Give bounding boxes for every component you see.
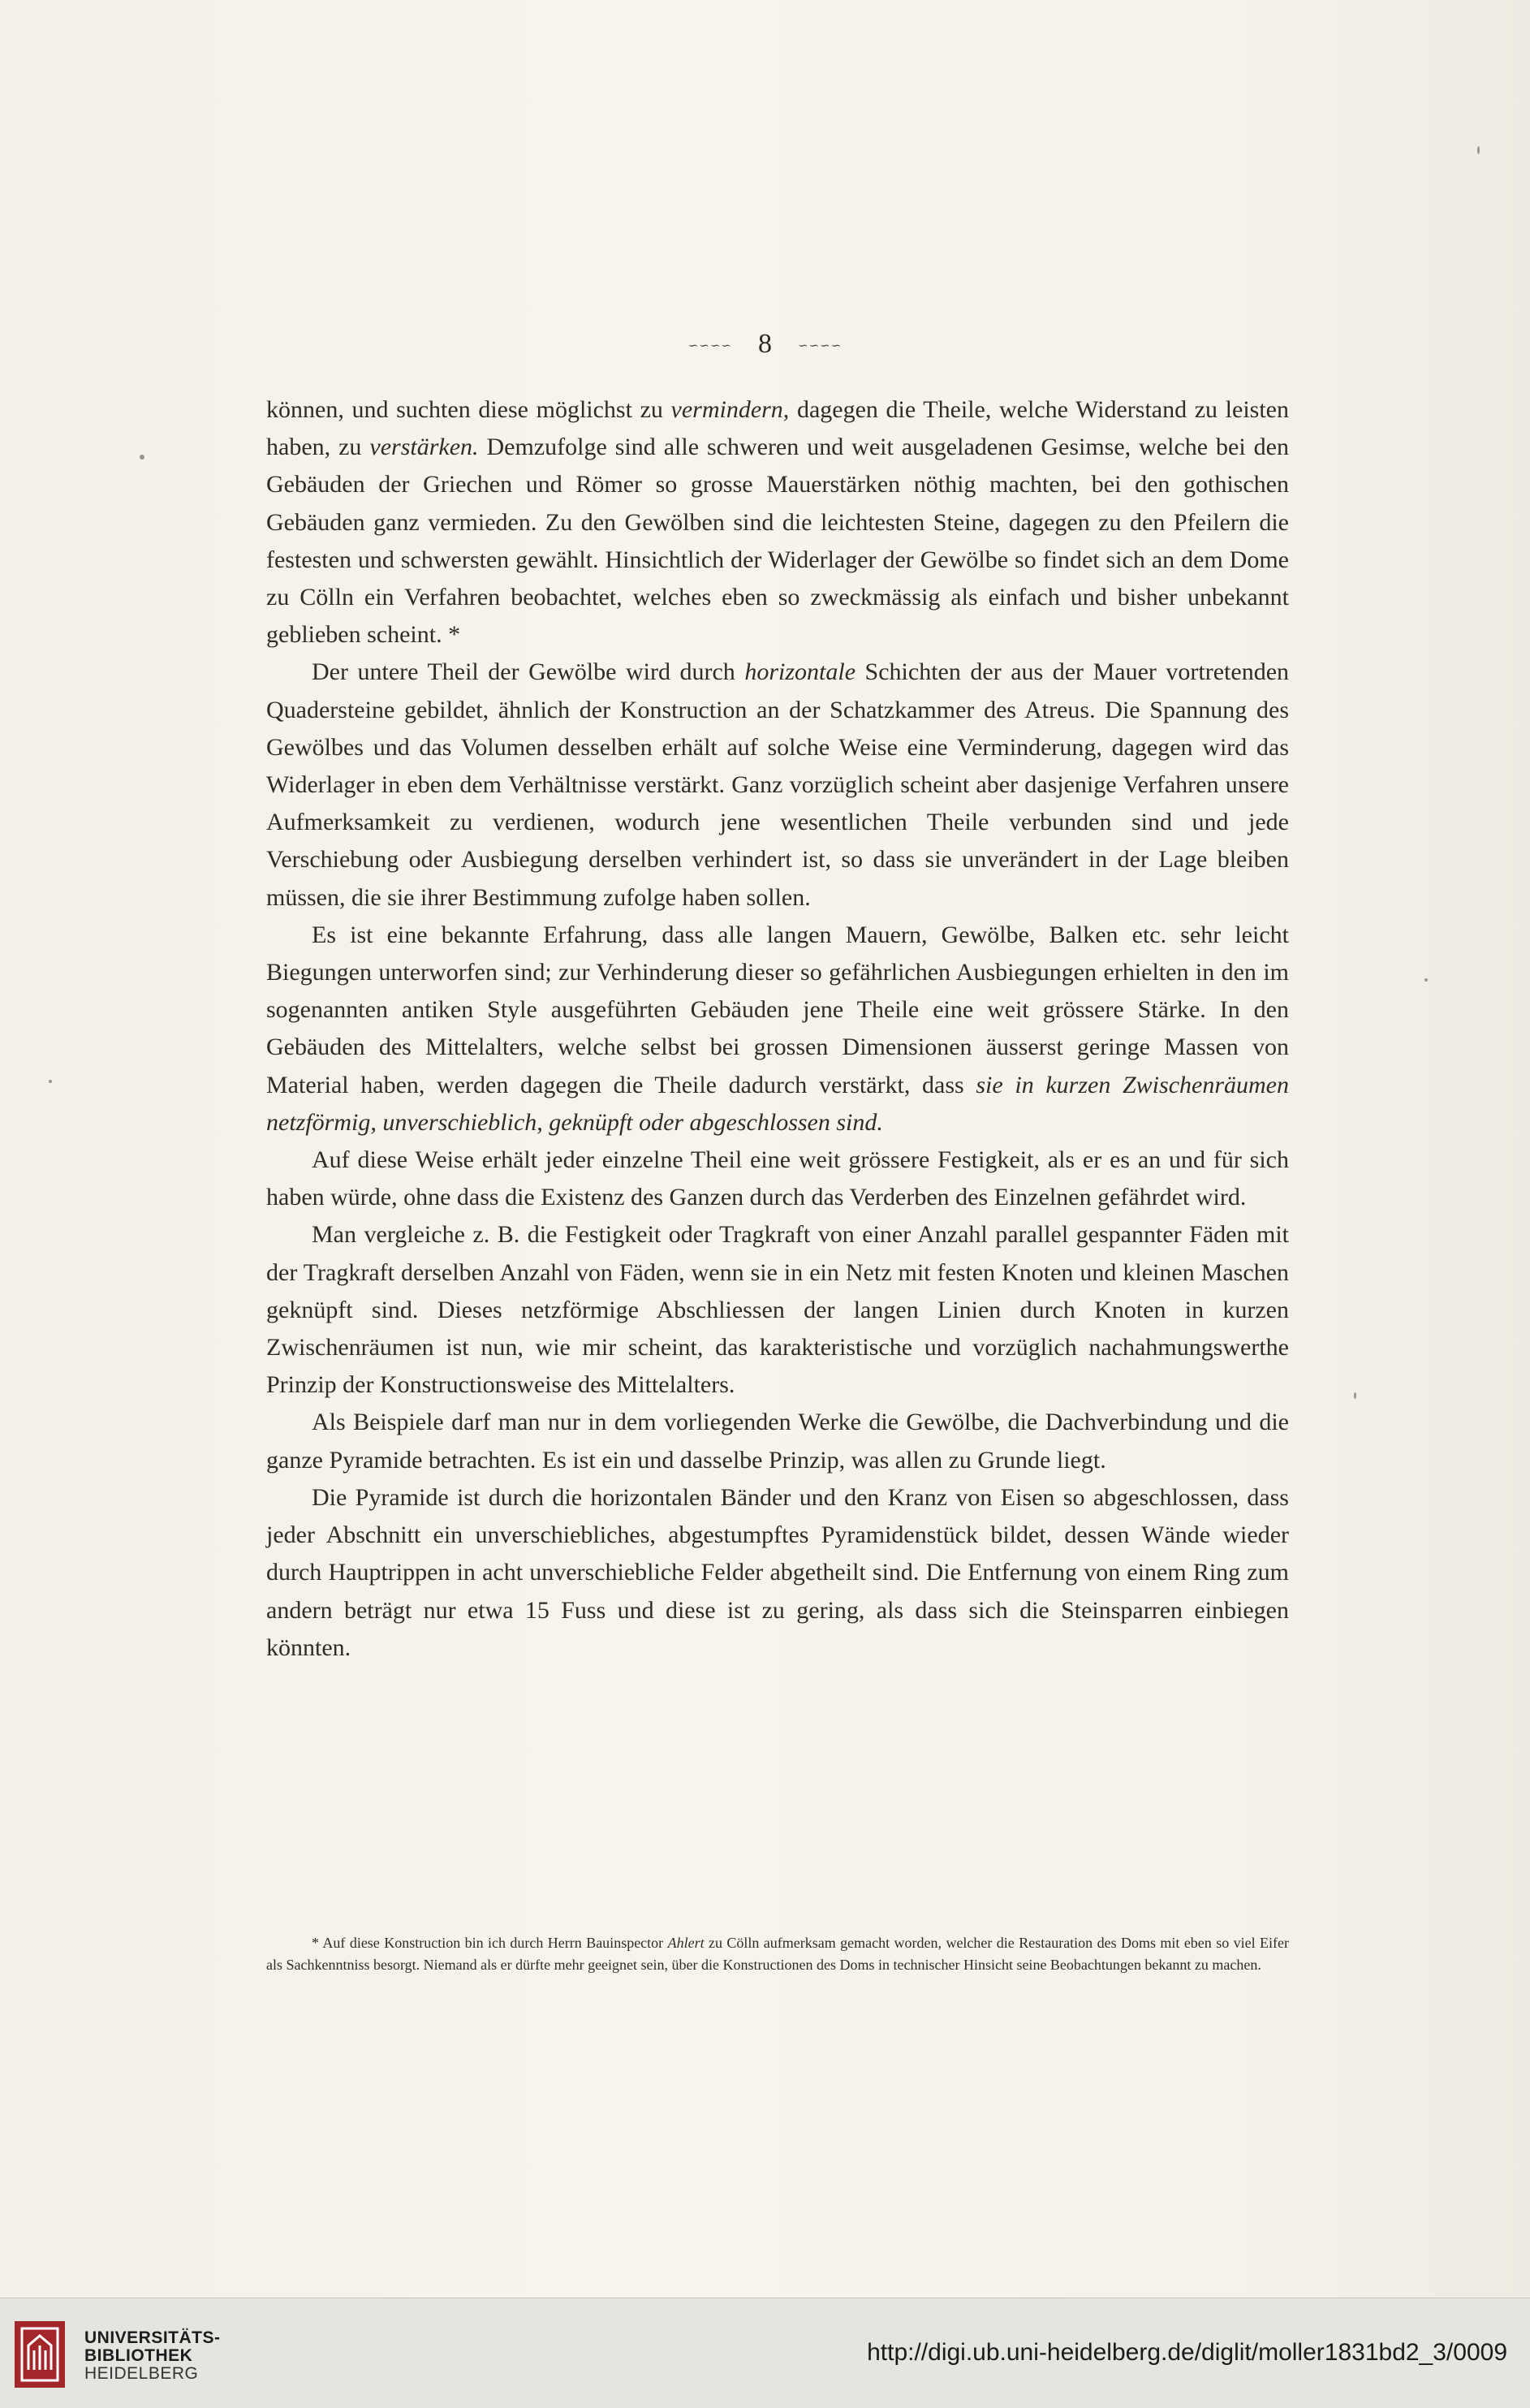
italic-phrase: vermindern,: [670, 396, 790, 423]
page-number: 8: [758, 329, 772, 359]
paragraph: Man vergleiche z. B. die Festigkeit oder Tragkraft von einer Anzahl parallel gespannter Fäden mit der Tragkraft derselben Anzahl von Fäden, wenn sie in ein Netz mit festen Knoten und kleinen Maschen geknüpft sind. Dieses netzförmige Abschliessen der langen Linien durch Knoten in kurzen Zwischenräumen ist nun, wie mir scheint, das karakteristische und vorzüglich nachahmungswerthe Prinzip der Konstructionsweise des Mittelalters.: [266, 1221, 1289, 1399]
paragraph: Der untere Theil der Gewölbe wird durch horizontale Schichten der aus der Mauer vortretenden Quadersteine gebildet, ähnlich der Konstruction an der Schatzkammer des Atreus. Die Spannung des Gewölbes und das Volumen desselben erhält auf solche Weise eine Verminderung, dagegen wird das Widerlager in eben dem Verhältnisse verstärkt. Ganz vorzüglich scheint aber dasjenige Verfahren unsere Aufmerksamkeit zu verdienen, wodurch jene wesentlichen Theile verbunden sind und jede Verschiebung oder Ausbiegung derselben verhindert ist, so dass sie unverändert in der Lage bleiben müssen, die sie ihrer Bestimmung zufolge haben sollen.: [266, 658, 1290, 911]
page-header: [0, 329, 1530, 360]
library-name: [84, 2329, 221, 2383]
ornament-left-icon: ∽∽∽∽: [687, 339, 732, 353]
paragraph: Als Beispiele darf man nur in dem vorliegenden Werke die Gewölbe, die Dachverbindung und die ganze Pyramide betrachten. Es ist ein und dasselbe Prinzip, was allen zu Grunde liegt.: [266, 1409, 1289, 1474]
library-footer: [0, 2298, 1530, 2408]
permalink-url[interactable]: http://digi.ub.uni-heidelberg.de/diglit/moller1831bd2_3/0009: [867, 2339, 1507, 2366]
library-name-line: BIBLIOTHEK: [84, 2346, 193, 2365]
paragraph: können, und suchten diese möglichst zu vermindern, dagegen die Theile, welche Widerstand zu leisten haben, zu verstärken. Demzufolge sind alle schweren und weit ausgeladenen Gesimse, welche bei den Gebäuden der Griechen und Römer so grosse Mauerstärken nöthig machten, bei den gothischen Gebäuden ganz vermieden. Zu den Gewölben sind die leichtesten Steine, dagegen zu den Pfeilern die festesten und schwersten gewählt. Hinsichtlich der Widerlager der Gewölbe so findet sich an dem Dome zu Cölln ein Verfahren beobachtet, welches eben so zweckmässig als einfach und bisher unbekannt geblieben scheint. *: [266, 396, 1289, 649]
paper-speck: [1424, 978, 1428, 982]
library-name-line: UNIVERSITÄTS-: [84, 2328, 221, 2347]
ornament-right-icon: ∽∽∽∽: [798, 339, 843, 353]
footnote: * Auf diese Konstruction bin ich durch Herrn Bauinspector Ahlert zu Cölln aufmerksam gemacht worden, welcher die Restauration des Doms mit eben so viel Eifer als Sachkenntniss besorgt. Niemand als er dürfte mehr geeignet sein, über die Konstructionen des Doms in technischer Hinsicht seine Beobachtungen bekannt zu machen.: [266, 1935, 1289, 1973]
italic-phrase: verstärken.: [369, 434, 479, 461]
library-name-line: HEIDELBERG: [84, 2364, 199, 2383]
paragraph: Die Pyramide ist durch die horizontalen Bänder und den Kranz von Eisen so abgeschlossen, dass jeder Abschnitt ein unverschiebliches, abgestumpftes Pyramidenstück bildet, dessen Wände wieder durch Hauptrippen in acht unverschiebliche Felder abgetheilt sind. Die Entfernung von einem Ring zum andern beträgt nur etwa 15 Fuss und diese ist zu gering, als dass sich die Steinsparren einbiegen könnten.: [266, 1483, 1289, 1661]
paragraph: Auf diese Weise erhält jeder einzelne Theil eine weit grössere Festigkeit, als er es an und für sich haben würde, ohne dass die Existenz des Ganzen durch das Verderben des Einzelnen gefährdet wird.: [266, 1146, 1289, 1211]
italic-phrase: sie in kurzen Zwischenräumen netzförmig, unverschieblich, geknüpft oder abgeschlossen sind.: [266, 1071, 1289, 1136]
paper-speck: [1477, 146, 1480, 154]
footnote-block: [266, 1932, 1289, 1976]
paper-speck: [140, 455, 144, 460]
italic-phrase: Ahlert: [667, 1935, 705, 1951]
university-seal-icon: [15, 2321, 65, 2388]
italic-phrase: horizontale: [744, 658, 856, 686]
paper-speck: [49, 1080, 52, 1083]
main-text: [266, 391, 1289, 1667]
paper-speck: [1354, 1392, 1356, 1399]
paragraph: Es ist eine bekannte Erfahrung, dass alle langen Mauern, Gewölbe, Balken etc. sehr leicht Biegungen unterworfen sind; zur Verhinderung dieser so gefährlichen Ausbiegungen erhielten in den im sogenannten antiken Style ausgeführten Gebäuden jene Theile eine weit grössere Stärke. In den Gebäuden des Mittelalters, welche selbst bei grossen Dimensionen äusserst geringe Massen von Material haben, werden dagegen die Theile dadurch verstärkt, dass sie in kurzen Zwischenräumen netzförmig, unverschieblich, geknüpft oder abgeschlossen sind.: [266, 921, 1289, 1136]
